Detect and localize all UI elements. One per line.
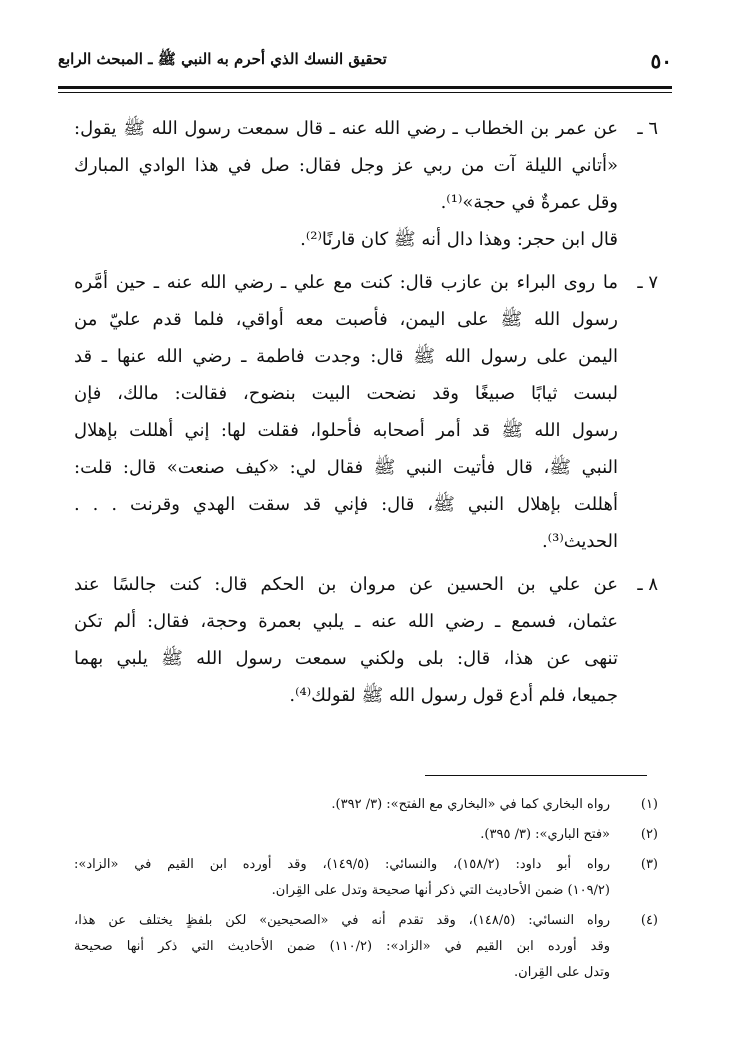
text-line: رسول الله ﷺ على اليمن، فأصبت معه أواقي، فلما قدم عليّ من	[74, 309, 618, 330]
text-line: النبي ﷺ، قال فأتيت النبي ﷺ فقال لي: «كيف صنعت» قال: قلت:	[74, 457, 618, 478]
text-line: وقل عمرةٌ في حجة»⁽¹⁾.	[440, 192, 618, 213]
text-line: تنهى عن هذا، قال: بلى ولكني سمعت رسول الله ﷺ يلبي بهما	[74, 648, 618, 669]
text-line: عن عمر بن الخطاب ـ رضي الله عنه ـ قال سمعت رسول الله ﷺ يقول:	[74, 118, 618, 139]
footnote-line: وتدل على القِران.	[514, 965, 610, 980]
footnote-number: (١)	[640, 797, 658, 812]
paragraph-number: ٦ ـ	[637, 118, 658, 139]
text-line: «أتاني الليلة آت من ربي عز وجل فقال: صل في هذا الوادي المبارك	[74, 155, 618, 176]
paragraph-number: ٨ ـ	[637, 574, 658, 595]
text-line: الحديث⁽³⁾.	[541, 531, 618, 552]
paragraph-number: ٧ ـ	[637, 272, 658, 293]
text-line: ما روى البراء بن عازب قال: كنت مع علي ـ رضي الله عنه ـ حين أمَّره	[74, 272, 618, 293]
text-line: رسول الله ﷺ قد أمر أصحابه فأحلوا، فقلت لها: إني أهللت بإهلال	[74, 420, 618, 441]
footnotes	[74, 792, 658, 990]
footnote-number: (٤)	[640, 913, 658, 928]
ibn-hajar-comment: قال ابن حجر: وهذا دال أنه ﷺ كان قارنًا⁽²⁾.	[300, 229, 618, 250]
header-rule-thick	[58, 86, 672, 89]
footnote-line: (١٠٩/٢) ضمن الأحاديث التي ذكر أنها صحيحة وتدل على القِران.	[271, 883, 610, 898]
paragraph-7	[74, 264, 658, 560]
footnote-line: رواه أبو داود: (١٥٨/٢)، والنسائي: (١٤٩/٥)، وقد أورده ابن القيم في «الزاد»:	[74, 857, 610, 872]
footnote-4	[74, 908, 658, 986]
paragraph-6	[74, 110, 658, 258]
footnote-separator	[425, 775, 647, 776]
footnote-line: رواه البخاري كما في «البخاري مع الفتح»: (٣/ ٣٩٢).	[331, 797, 610, 812]
footnote-line: «فتح الباري»: (٣/ ٣٩٥).	[480, 827, 610, 842]
text-line: أهللت بإهلال النبي ﷺ، قال: فإني قد سقت الهدي وقرنت . . .	[74, 494, 618, 515]
running-title: تحقيق النسك الذي أحرم به النبي ﷺ ـ المبحث الرابع	[58, 50, 387, 68]
text-line: جميعا، فلم أدع قول رسول الله ﷺ لقولك⁽⁴⁾.	[289, 685, 618, 706]
footnote-1	[74, 792, 658, 818]
footnote-line: رواه النسائي: (١٤٨/٥)، وقد تقدم أنه في «الصحيحين» لكن بلفظٍ يختلف عن هذا،	[74, 913, 610, 928]
main-text	[74, 110, 658, 720]
footnote-3	[74, 852, 658, 904]
footnote-number: (٢)	[640, 827, 658, 842]
footnote-2	[74, 822, 658, 848]
footnote-number: (٣)	[640, 857, 658, 872]
text-line: لبست ثيابًا صبيغًا وقد نضحت البيت بنضوح، فقالت: مالك، فإن	[74, 383, 618, 404]
text-line: عثمان، فسمع ـ رضي الله عنه ـ يلبي بعمرة وحجة، فقال: ألم تكن	[74, 611, 618, 632]
text-line: اليمن على رسول الله ﷺ قال: وجدت فاطمة ـ رضي الله عنها ـ قد	[74, 346, 618, 367]
paragraph-8	[74, 566, 658, 714]
page-number: ٥٠	[650, 49, 672, 73]
footnote-line: وقد أورده ابن القيم في «الزاد»: (١١٠/٢) ضمن الأحاديث التي ذكر أنها صحيحة	[74, 939, 610, 954]
text-line: عن علي بن الحسين عن مروان بن الحكم قال: كنت جالسًا عند	[74, 574, 618, 595]
running-header	[58, 44, 672, 78]
header-rule-thin	[58, 92, 672, 93]
